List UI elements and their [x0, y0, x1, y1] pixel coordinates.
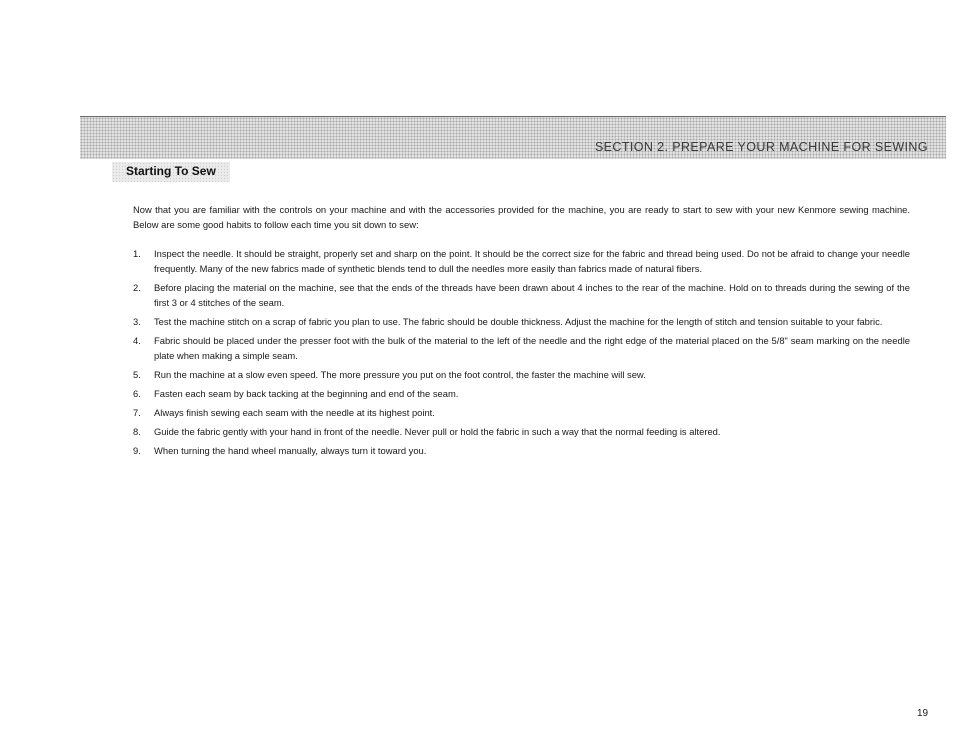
step-text: Fasten each seam by back tacking at the beginning and end of the seam. [154, 388, 459, 399]
step-number: 6. [133, 388, 141, 399]
section-banner [80, 116, 946, 159]
step-text: Run the machine at a slow even speed. The more pressure you put on the foot control, the faster the machine will sew. [154, 369, 646, 380]
list-item [133, 367, 910, 382]
list-item [133, 405, 910, 420]
list-item [133, 424, 910, 439]
step-number: 1. [133, 248, 141, 259]
subheading: Starting To Sew [126, 164, 216, 178]
list-item [133, 443, 910, 458]
step-text: Guide the fabric gently with your hand in front of the needle. Never pull or hold the fabric in such a way that the normal feeding is altered. [154, 426, 721, 437]
step-number: 5. [133, 369, 141, 380]
step-number: 2. [133, 282, 141, 293]
step-number: 9. [133, 445, 141, 456]
list-item [133, 333, 910, 363]
intro-paragraph: Now that you are familiar with the controls on your machine and with the accessories provided for the machine, you are ready to start to sew with your new Kenmore sewing machine. Below are some good habits to follow each time you sit down to sew: [133, 204, 910, 230]
step-text: Fabric should be placed under the presser foot with the bulk of the material to the left of the needle and the right edge of the material placed on the 5/8" seam marking on the needle plate when making a simple seam. [154, 335, 910, 361]
list-item [133, 246, 910, 276]
step-number: 7. [133, 407, 141, 418]
step-number: 4. [133, 335, 141, 346]
step-number: 8. [133, 426, 141, 437]
step-text: Inspect the needle. It should be straight, properly set and sharp on the point. It should be the correct size for the fabric and thread being used. Do not be afraid to change your needle frequently. Many of the new fabrics made of synthetic blends tend to dull the needles more easily than fabrics made of natural fibers. [154, 248, 910, 274]
step-text: Always finish sewing each seam with the needle at its highest point. [154, 407, 435, 418]
list-item [133, 314, 910, 329]
step-text: Test the machine stitch on a scrap of fabric you plan to use. The fabric should be double thickness. Adjust the machine for the length of stitch and tension suitable to your fabric. [154, 316, 883, 327]
list-item [133, 280, 910, 310]
page-number: 19 [917, 708, 929, 719]
step-number: 3. [133, 316, 141, 327]
step-text: Before placing the material on the machine, see that the ends of the threads have been drawn about 4 inches to the rear of the machine. Hold on to threads during the sewing of the first 3 or 4 stitches of the seam. [154, 282, 910, 308]
step-text: When turning the hand wheel manually, always turn it toward you. [154, 445, 427, 456]
list-item [133, 386, 910, 401]
section-title: SECTION 2. PREPARE YOUR MACHINE FOR SEWING [594, 140, 928, 154]
steps-list [133, 246, 910, 462]
